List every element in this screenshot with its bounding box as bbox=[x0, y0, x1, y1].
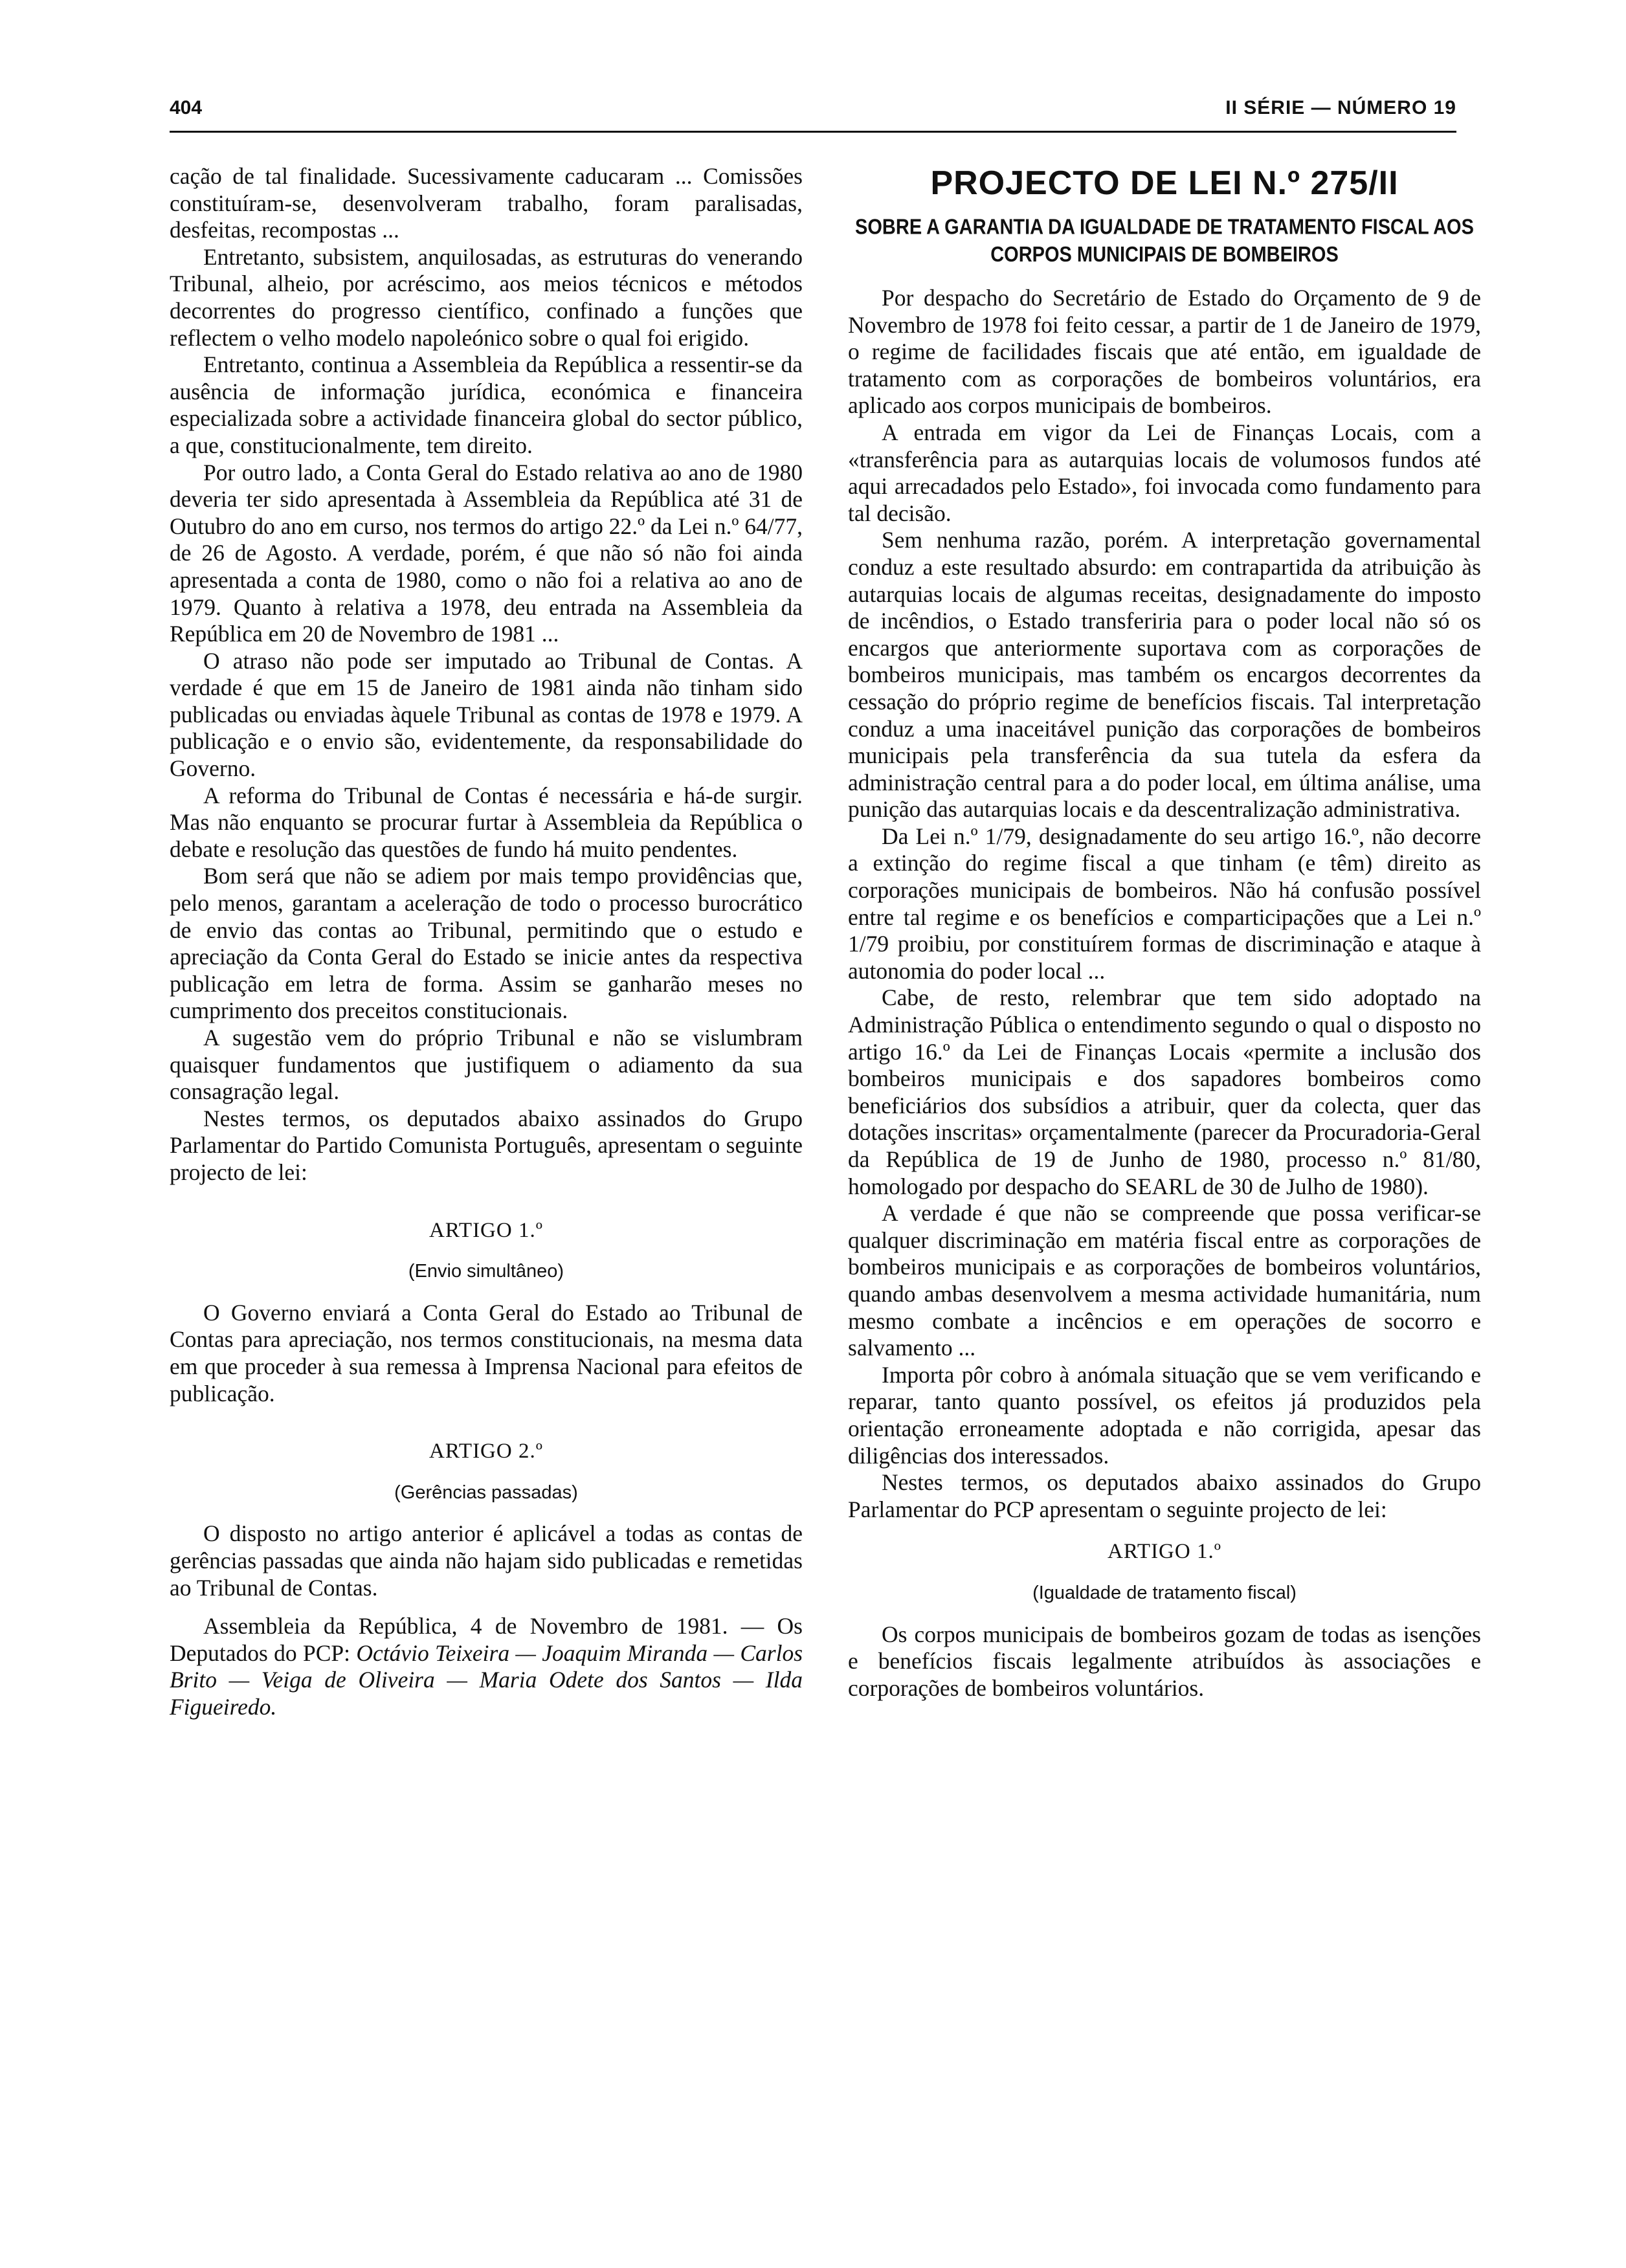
body-paragraph: Bom será que não se adiem por mais tempo providências que, pelo menos, garantam a aceleração de todo o processo burocrático de envio das contas ao Tribunal, permitindo que o estudo e apreciação da Conta Geral do Estado se inicie antes da respectiva publicação em letra de forma. Assim se ganharão meses no cumprimento dos preceitos constitucionais. bbox=[170, 863, 803, 1024]
article-2-title: ARTIGO 2.º bbox=[429, 1440, 543, 1463]
body-paragraph: A entrada em vigor da Lei de Finanças Locais, com a «transferência para as autarquias locais de volumosos fundos até aqui arrecadados pelo Estado», foi invocada como fundamento para tal decisão. bbox=[848, 419, 1481, 526]
page-number: 404 bbox=[170, 97, 203, 118]
body-paragraph: Cabe, de resto, relembrar que tem sido adoptado na Administração Pública o entendimento segundo o qual o disposto no artigo 16.º da Lei de Finanças Locais «permite a inclusão dos bombeiros municipais e dos sapadores bombeiros como beneficiários dos subsídios a atribuir, quer da colecta, quer das dotações inscritas» orçamentalmente (parecer da Procuradoria-Geral da República de 19 de Junho de 1980, processo n.º 81/80, homologado por despacho do SEARL de 30 de Julho de 1980). bbox=[848, 984, 1481, 1199]
body-paragraph: Da Lei n.º 1/79, designadamente do seu artigo 16.º, não decorre a extinção do regime fiscal a que tinham (e têm) direito as corporações municipais de bombeiros. Não há confusão possível entre tal regime e os benefícios e comparticipações que a Lei n.º 1/79 proibiu, por constituírem formas de discriminação e ataque à autonomia do poder local ... bbox=[848, 823, 1481, 984]
bill-subtitle: SOBRE A GARANTIA DA IGUALDADE DE TRATAMENTO FISCAL AOS CORPOS MUNICIPAIS DE BOMBEIROS bbox=[855, 215, 1474, 267]
left-column bbox=[170, 163, 803, 1720]
article-1-subtitle: (Envio simultâneo) bbox=[408, 1261, 564, 1282]
header-rule bbox=[170, 131, 1456, 133]
signatures: Octávio Teixeira — Joaquim Miranda — Carlos Brito — Veiga de Oliveira — Maria Odete dos Santos — Ilda Figueiredo. bbox=[170, 1640, 803, 1720]
body-paragraph: Por outro lado, a Conta Geral do Estado relativa ao ano de 1980 deveria ter sido apresentada à Assembleia da República até 31 de Outubro do ano em curso, nos termos do artigo 22.º da Lei n.º 64/77, de 26 de Agosto. A verdade, porém, é que não só não foi ainda apresentada a conta de 1980, como o não foi a relativa ao ano de 1979. Quanto à relativa a 1978, deu entrada na Assembleia da República em 20 de Novembro de 1981 ... bbox=[170, 459, 803, 647]
bill-article-1-subtitle: (Igualdade de tratamento fiscal) bbox=[1032, 1582, 1297, 1603]
body-paragraph: Entretanto, continua a Assembleia da República a ressentir-se da ausência de informação jurídica, económica e financeira especializada sobre a actividade financeira global do sector público, a que, constitucionalmente, tem direito. bbox=[170, 351, 803, 458]
bill-title: PROJECTO DE LEI N.º 275/II bbox=[930, 164, 1399, 202]
body-paragraph: Nestes termos, os deputados abaixo assinados do Grupo Parlamentar do PCP apresentam o seguinte projecto de lei: bbox=[848, 1469, 1481, 1522]
body-paragraph: Por despacho do Secretário de Estado do Orçamento de 9 de Novembro de 1978 foi feito cessar, a partir de 1 de Janeiro de 1979, o regime de facilidades fiscais que até então, em igualdade de tratamento com as corporações de bombeiros voluntários, era aplicado aos corpos municipais de bombeiros. bbox=[848, 285, 1481, 419]
article-1-text: O Governo enviará a Conta Geral do Estado ao Tribunal de Contas para apreciação, nos termos constitucionais, na mesma data em que proceder à sua remessa à Imprensa Nacional para efeitos de publicação. bbox=[170, 1299, 803, 1406]
body-paragraph: Sem nenhuma razão, porém. A interpretação governamental conduz a este resultado absurdo: em contrapartida da atribuição às autarquias locais de algumas receitas, designadamente do imposto de incêndios, o Estado transferiria para o poder local não só os encargos que anteriormente suportava com as corporações de bombeiros municipais, mas também os encargos decorrentes da cessação do próprio regime de benefícios fiscais. Tal interpretação conduz a uma inaceitável punição das corporações de bombeiros municipais pela transferência da sua tutela da esfera da administração central para a do poder local, em última análise, uma punição das autarquias locais e da descentralização administrativa. bbox=[848, 527, 1481, 823]
page-header bbox=[170, 97, 1456, 126]
body-paragraph: A sugestão vem do próprio Tribunal e não se vislumbram quaisquer fundamentos que justifiquem o adiamento da sua consagração legal. bbox=[170, 1025, 803, 1105]
bill-article-1-text: Os corpos municipais de bombeiros gozam de todas as isenções e benefícios fiscais legalmente atribuídos às associações e corporações de bombeiros voluntários. bbox=[848, 1621, 1481, 1701]
body-paragraph: Nestes termos, os deputados abaixo assinados do Grupo Parlamentar do Partido Comunista Português, apresentam o seguinte projecto de lei: bbox=[170, 1105, 803, 1185]
body-paragraph: O atraso não pode ser imputado ao Tribunal de Contas. A verdade é que em 15 de Janeiro de 1981 ainda não tinham sido publicadas ou enviadas àquele Tribunal as contas de 1978 e 1979. A publicação e o envio são, evidentemente, da responsabilidade do Governo. bbox=[170, 647, 803, 782]
article-2-text: O disposto no artigo anterior é aplicável a todas as contas de gerências passadas que ainda não hajam sido publicadas e remetidas ao Tribunal de Contas. bbox=[170, 1520, 803, 1601]
article-1-title: ARTIGO 1.º bbox=[429, 1218, 543, 1242]
closing-paragraph bbox=[170, 1613, 803, 1720]
body-paragraph: Entretanto, subsistem, anquilosadas, as estruturas do venerando Tribunal, alheio, por acréscimo, aos meios técnicos e métodos decorrentes do progresso científico, confinado a funções que reflectem o velho modelo napoleónico sobre o qual foi erigido. bbox=[170, 243, 803, 351]
right-column bbox=[848, 163, 1481, 1702]
body-paragraph: cação de tal finalidade. Sucessivamente caducaram ... Comissões constituíram-se, desenvolveram trabalho, foram paralisadas, desfeitas, recompostas ... bbox=[170, 163, 803, 243]
closing-text: Assembleia da República, 4 de Novembro de 1981. — Os Deputados do PCP: bbox=[170, 1613, 803, 1666]
body-paragraph: Importa pôr cobro à anómala situação que se vem verificando e reparar, tanto quanto possível, os efeitos já produzidos pela orientação erroneamente adoptada e não corrigida, apesar das diligências dos interessados. bbox=[848, 1361, 1481, 1469]
series-number: II SÉRIE — NÚMERO 19 bbox=[1225, 97, 1456, 118]
bill-article-1-title: ARTIGO 1.º bbox=[1108, 1540, 1221, 1564]
body-paragraph: A verdade é que não se compreende que possa verificar-se qualquer discriminação em matéria fiscal entre as corporações de bombeiros municipais e as corporações de bombeiros voluntários, quando ambas desenvolvem a mesma actividade humanitária, num mesmo combate a incêncios e em operações de socorro e salvamento ... bbox=[848, 1200, 1481, 1361]
article-2-subtitle: (Gerências passadas) bbox=[394, 1482, 578, 1503]
body-paragraph: A reforma do Tribunal de Contas é necessária e há-de surgir. Mas não enquanto se procurar furtar à Assembleia da República o debate e resolução das questões de fundo há muito pendentes. bbox=[170, 782, 803, 862]
